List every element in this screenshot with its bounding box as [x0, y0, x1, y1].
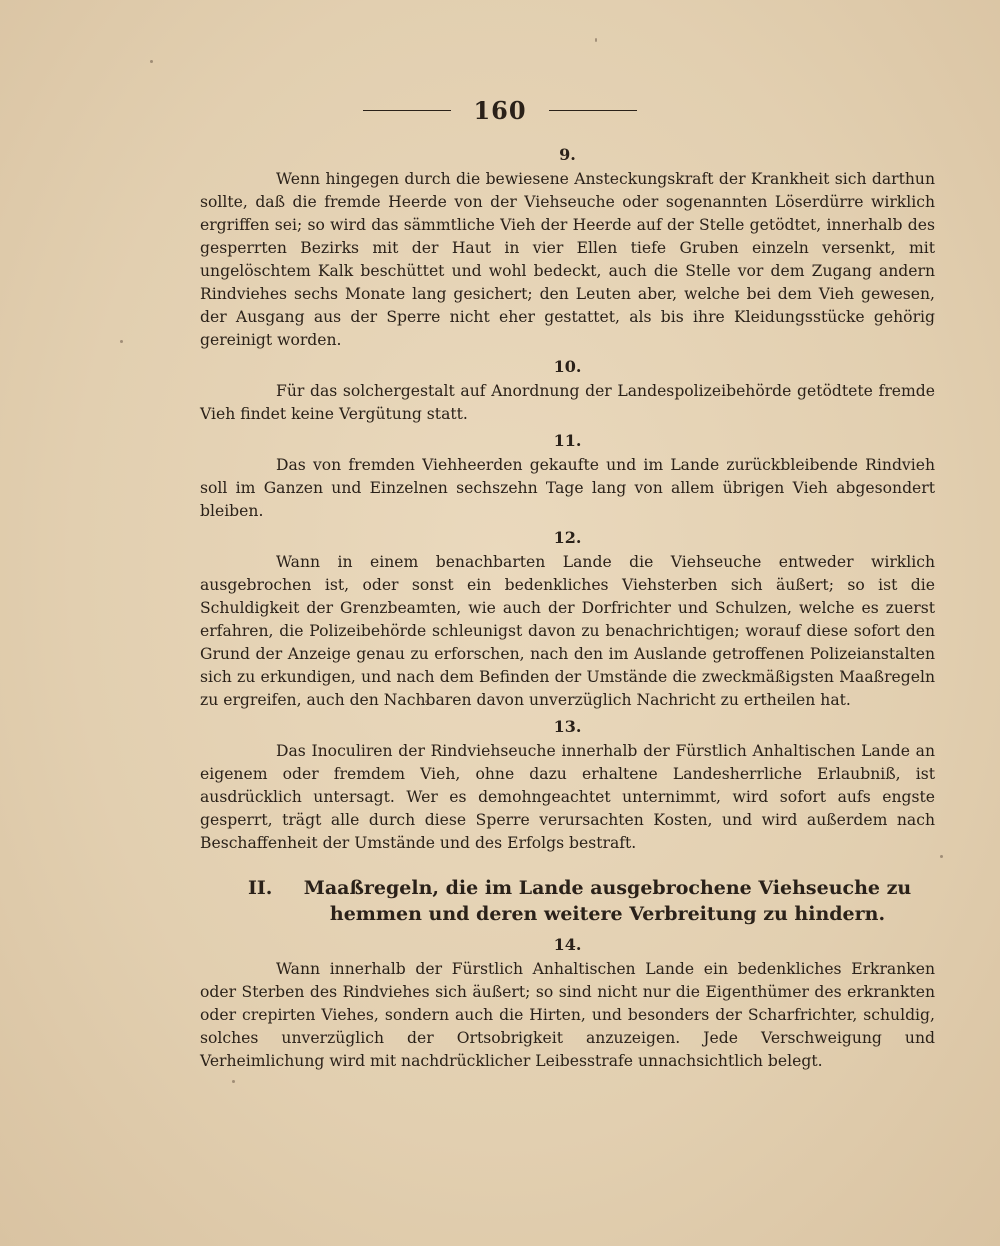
page-number: 160 [473, 96, 527, 125]
chapter-roman-numeral: II. [248, 877, 273, 899]
paper-speck [150, 60, 153, 63]
section-text-11: Das von fremden Viehheerden gekaufte und im Lande zurückbleibende Rindvieh soll im Ganzen und Einzelnen sechszehn Tage lang von allem übrigen Vieh abgesondert bleiben. [200, 456, 935, 520]
section-number-13: 13. [553, 717, 582, 736]
paper-speck [595, 38, 597, 42]
header-rule-right [549, 110, 637, 111]
page-header [0, 96, 1000, 125]
paper-speck [940, 855, 943, 858]
section-number-10: 10. [553, 357, 582, 376]
section-number-11: 11. [553, 431, 582, 450]
section-number-12: 12. [553, 528, 582, 547]
header-rule-left [363, 110, 451, 111]
section-text-10: Für das solchergestalt auf Anordnung der Landespolizeibehörde getödtete fremde Vieh findet keine Vergütung statt. [200, 382, 935, 423]
section-number-14: 14. [553, 935, 582, 954]
paper-speck [232, 1080, 235, 1083]
chapter-title: Maaßregeln, die im Lande ausgebrochene Viehseuche zu hemmen und deren weitere Verbreitung zu hindern. [303, 877, 912, 925]
section-text-14: Wann innerhalb der Fürstlich Anhaltischen Lande ein bedenkliches Erkranken oder Sterben des Rindviehes sich äußert; so sind nicht nur die Eigenthümer des erkrankten oder crepirten Viehes, sondern auch die Hirten, und besonders der Scharfrichter, schuldig, solches unverzüglich der Ortsobrigkeit anzuzeigen. Jede Verschweigung und Verheimlichung wird mit nachdrücklicher Leibesstrafe unnachsichtlich belegt. [200, 960, 935, 1070]
section-text-12: Wann in einem benachbarten Lande die Viehseuche entweder wirklich ausgebrochen ist, oder sonst ein bedenkliches Viehsterben sich äußert; so ist die Schuldigkeit der Grenzbeamten, wie auch der Dorfrichter und Schulzen, welche es zuerst erfahren, die Polizeibehörde schleunigst davon zu benachrichtigen; worauf diese sofort den Grund der Anzeige genau zu erforschen, nach den im Auslande getroffenen Polizeianstalten sich zu erkundigen, und nach dem Befinden der Umstände die zweckmäßigsten Maaßregeln zu ergreifen, auch den Nachbaren davon unverzüglich Nachricht zu ertheilen hat. [200, 553, 935, 709]
section-text-13: Das Inoculiren der Rindviehseuche innerhalb der Fürstlich Anhaltischen Lande an eigenem oder fremdem Vieh, ohne dazu erhaltene Landesherrliche Erlaubniß, ist ausdrücklich untersagt. Wer es demohngeachtet unternimmt, wird sofort aufs engste gesperrt, trägt alle durch diese Sperre verursachten Kosten, und wird außerdem nach Beschaffenheit der Umstände und des Erfolgs bestraft. [200, 742, 935, 852]
document-body [200, 140, 935, 1073]
section-text-9: Wenn hingegen durch die bewiesene Ansteckungskraft der Krankheit sich darthun sollte, daß die fremde Heerde von der Viehseuche oder sogenannten Löserdürre wirklich ergriffen sei; so wird das sämmtliche Vieh der Heerde auf der Stelle getödtet, innerhalb des gesperrten Bezirks mit der Haut in vier Ellen tiefe Gruben einzeln versenkt, mit ungelöschtem Kalk beschüttet und wohl bedeckt, auch die Stelle vor dem Zugang andern Rindviehes sechs Monate lang gesichert; den Leuten aber, welche bei dem Vieh gewesen, der Ausgang aus der Sperre nicht eher gestattet, als bis ihre Kleidungsstücke gehörig gereinigt worden. [200, 170, 935, 349]
section-number-9: 9. [559, 145, 576, 164]
chapter-heading-ii [200, 875, 935, 927]
paper-speck [120, 340, 123, 343]
